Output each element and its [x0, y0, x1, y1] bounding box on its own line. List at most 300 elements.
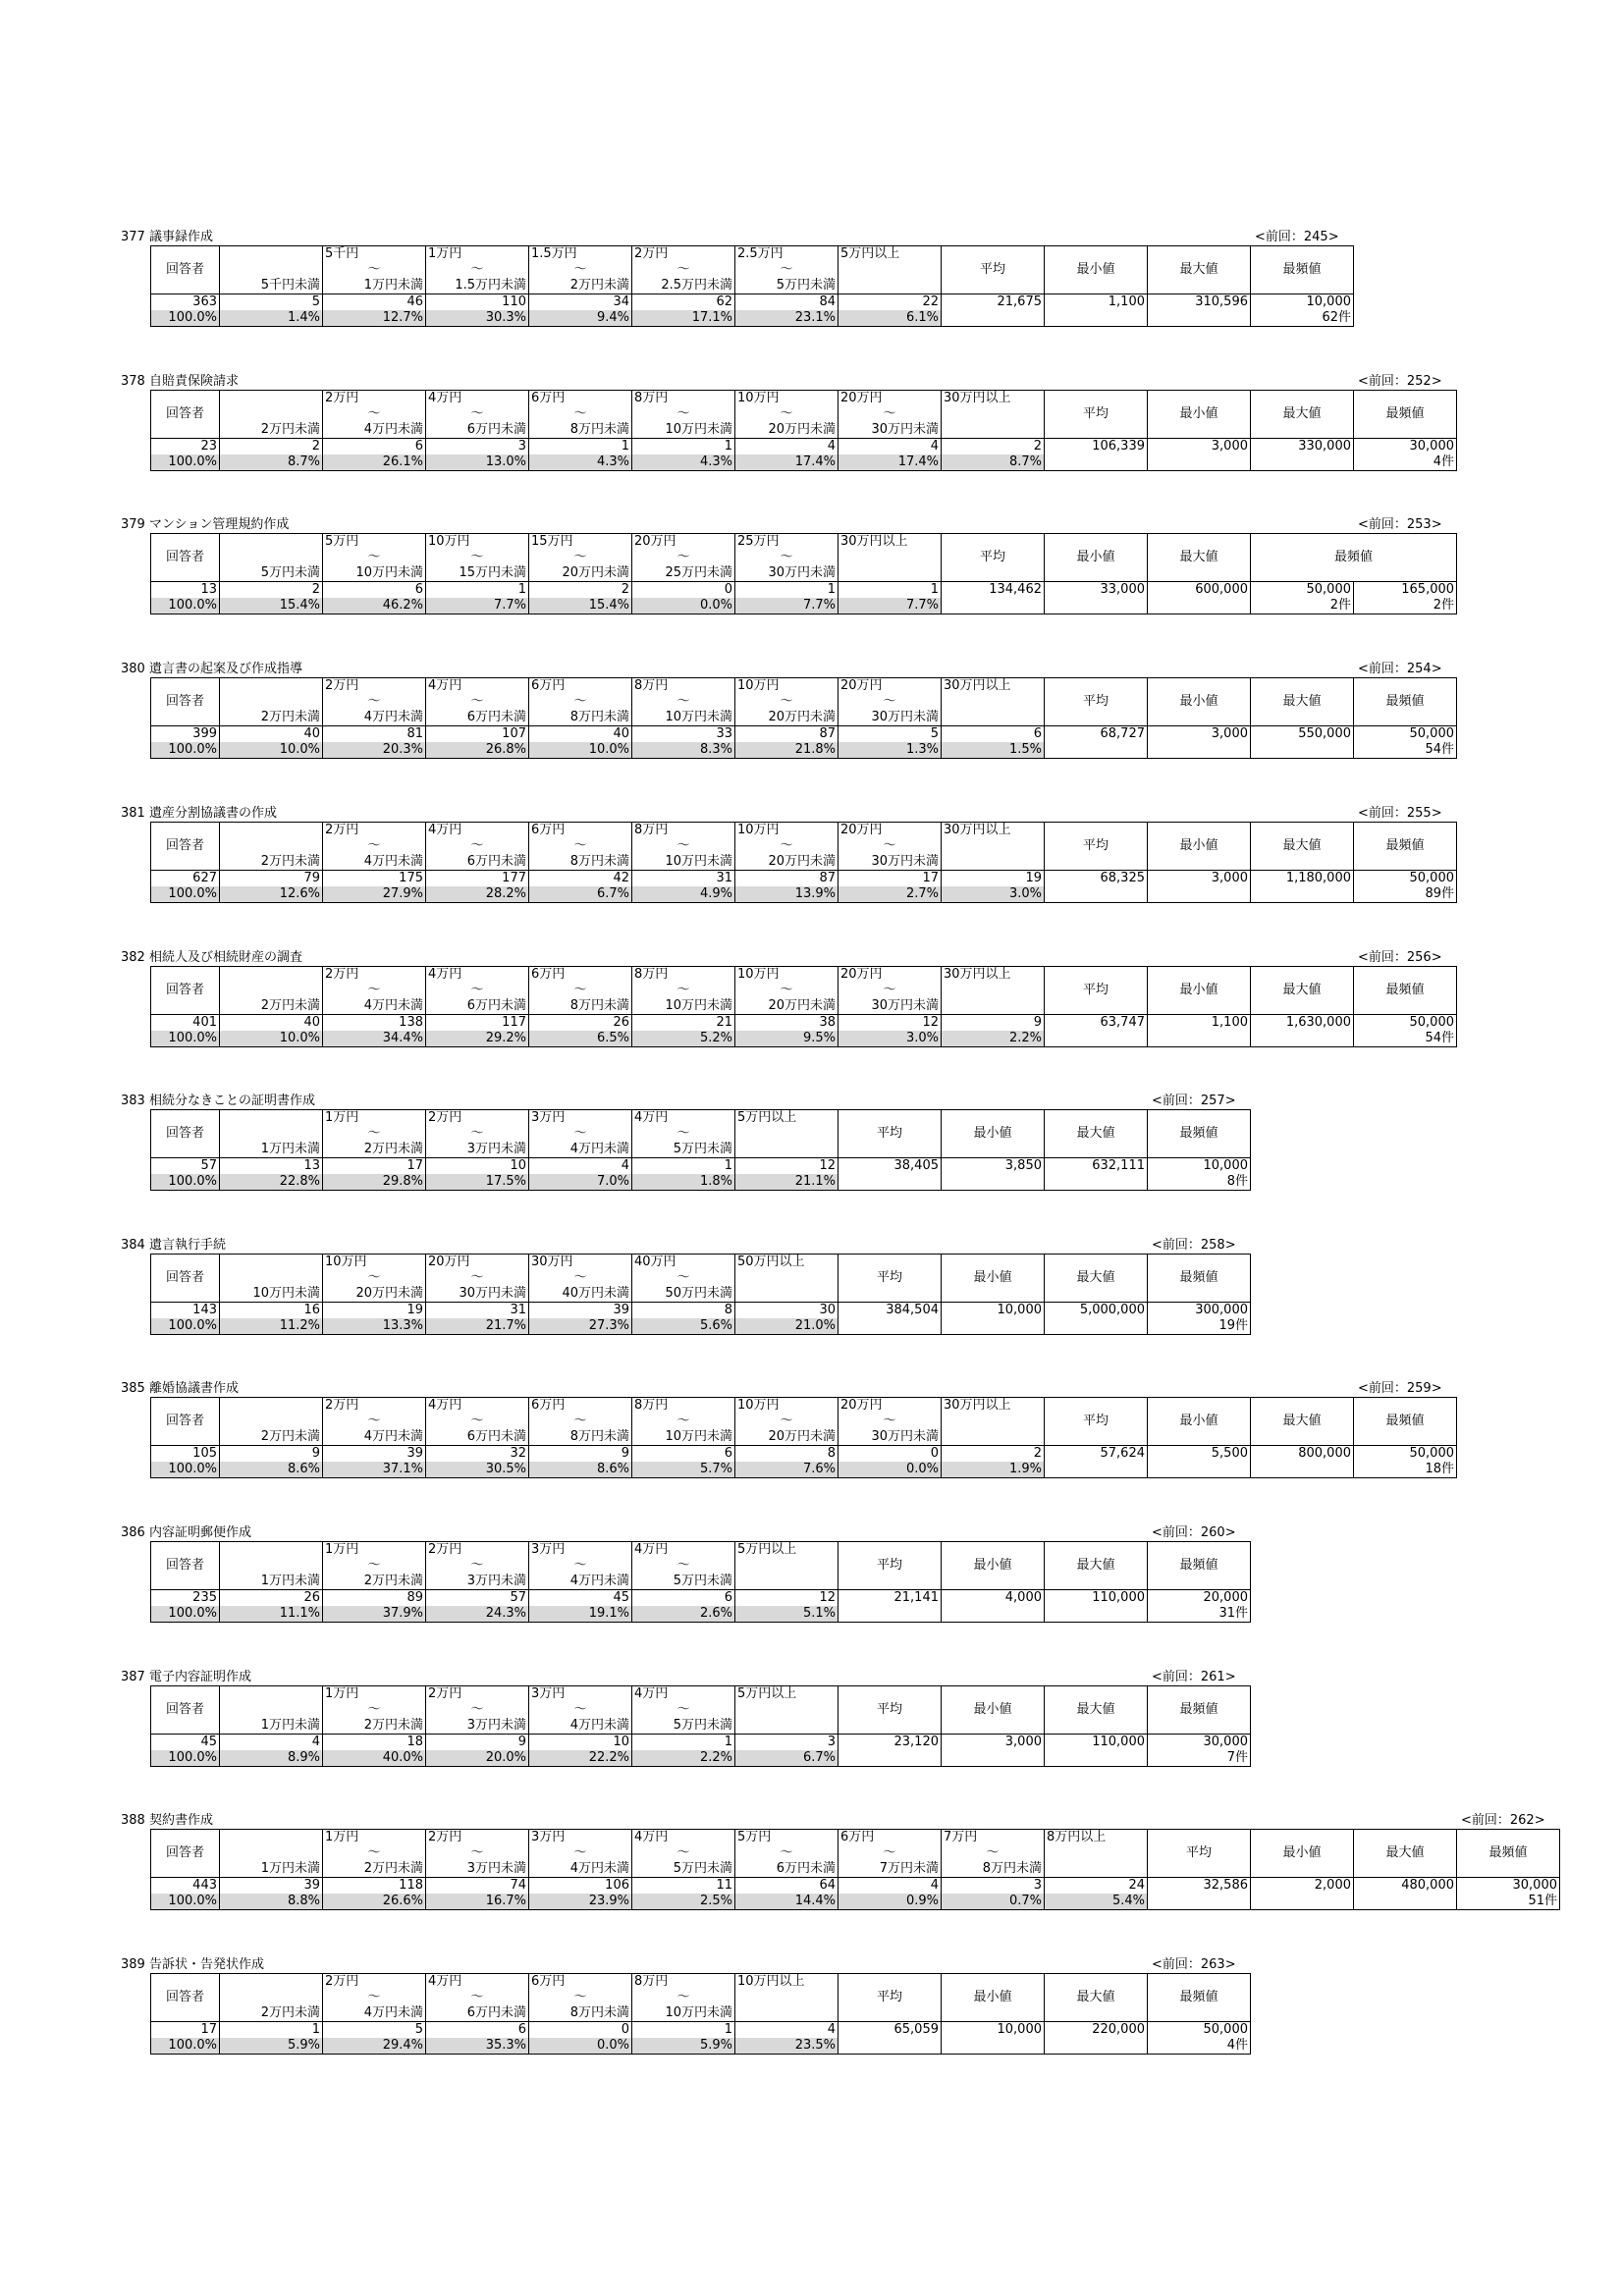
total-percent: 100.0% [151, 1174, 220, 1191]
average-header: 平均 [839, 1686, 942, 1735]
bracket-tilde: ～ [839, 694, 942, 710]
bracket-count: 6 [323, 582, 426, 599]
mode-header: 最頻値 [1148, 1255, 1251, 1303]
bracket-count: 40 [220, 726, 323, 743]
bracket-lower-label [220, 1542, 323, 1559]
bracket-percent: 6.1% [839, 310, 942, 327]
bracket-upper-label: 3万円未満 [426, 1142, 529, 1158]
bracket-count: 74 [426, 1878, 529, 1895]
max-value: 220,000 [1045, 2022, 1148, 2055]
bracket-upper-label: 1万円未満 [220, 1574, 323, 1590]
total-percent: 100.0% [151, 1462, 220, 1478]
section-header [121, 949, 1456, 966]
bracket-tilde: ～ [529, 550, 632, 565]
bracket-tilde: ～ [426, 1270, 529, 1286]
bracket-lower-label [220, 1974, 323, 1991]
bracket-upper-label: 5万円未満 [632, 1861, 735, 1878]
bracket-upper-label: 2万円未満 [220, 998, 323, 1015]
section-title: 379 マンション管理規約作成 [121, 517, 290, 532]
average-value: 38,405 [839, 1158, 942, 1191]
max-header: 最大値 [1251, 1398, 1354, 1446]
previous-ref: <前回：254> [1358, 662, 1442, 676]
total-percent: 100.0% [151, 1750, 220, 1767]
bracket-upper-label: 5千円未満 [220, 278, 323, 294]
min-header: 最小値 [942, 1110, 1045, 1158]
bracket-upper-label: 4万円未満 [323, 1429, 426, 1446]
bracket-percent: 19.1% [529, 1606, 632, 1623]
bracket-lower-label: 5万円 [735, 1830, 839, 1846]
bracket-tilde: ～ [323, 1990, 426, 2005]
bracket-count: 1 [839, 582, 942, 599]
section-header [121, 516, 1456, 533]
section-header [121, 229, 1353, 245]
mode-count: 2件 [1251, 598, 1354, 614]
bracket-lower-label: 6万円 [529, 391, 632, 407]
max-header: 最大値 [1251, 391, 1354, 439]
price-distribution-table [150, 390, 1457, 471]
previous-ref: <前回：258> [1152, 1238, 1236, 1253]
bracket-lower-label: 5万円以上 [735, 1110, 839, 1127]
bracket-tilde: ～ [426, 1990, 529, 2005]
bracket-count: 2 [529, 582, 632, 599]
section-title: 382 相続人及び相続財産の調査 [121, 950, 302, 965]
min-value: 1,100 [1045, 294, 1148, 327]
bracket-lower-label: 2万円 [323, 967, 426, 984]
bracket-lower-label: 6万円 [839, 1830, 942, 1846]
bracket-lower-label: 4万円 [426, 391, 529, 407]
mode-count: 2件 [1354, 598, 1457, 614]
min-header: 最小値 [942, 1974, 1045, 2022]
bracket-percent: 8.7% [942, 454, 1045, 471]
bracket-percent: 11.1% [220, 1606, 323, 1623]
bracket-count: 4 [220, 1735, 323, 1751]
bracket-lower-label: 50万円以上 [735, 1255, 839, 1271]
bracket-upper-label: 5万円未満 [632, 1142, 735, 1158]
bracket-percent: 29.2% [426, 1031, 529, 1047]
bracket-upper-label: 4万円未満 [323, 2005, 426, 2022]
bracket-percent: 37.9% [323, 1606, 426, 1623]
bracket-lower-label [220, 1398, 323, 1415]
bracket-upper-label: 30万円未満 [839, 1429, 942, 1446]
bracket-percent: 22.8% [220, 1174, 323, 1191]
mode-count: 31件 [1148, 1606, 1251, 1623]
bracket-upper-label: 20万円未満 [735, 998, 839, 1015]
bracket-tilde: ～ [735, 983, 839, 998]
count-row [151, 1735, 1251, 1751]
min-header: 最小値 [1045, 534, 1148, 582]
bracket-upper-label: 30万円未満 [839, 854, 942, 871]
min-header: 最小値 [1045, 246, 1148, 294]
section-9 [121, 1380, 1457, 1478]
bracket-percent: 3.0% [942, 886, 1045, 903]
mode-header: 最頻値 [1148, 1974, 1251, 2022]
bracket-percent: 11.2% [220, 1318, 323, 1335]
bracket-tilde [942, 1414, 1045, 1429]
max-value: 600,000 [1148, 582, 1251, 614]
max-header: 最大値 [1045, 1542, 1148, 1590]
bracket-tilde: ～ [529, 1126, 632, 1142]
bracket-tilde: ～ [529, 1558, 632, 1574]
bracket-lower-label: 40万円 [632, 1255, 735, 1271]
bracket-lower-label: 1万円 [323, 1830, 426, 1846]
bracket-percent: 26.1% [323, 454, 426, 471]
average-value: 134,462 [942, 582, 1045, 614]
bracket-lower-label: 20万円 [839, 967, 942, 984]
bracket-tilde [220, 550, 323, 565]
bracket-lower-label: 2万円 [426, 1110, 529, 1127]
section-4 [121, 661, 1457, 759]
bracket-percent: 13.0% [426, 454, 529, 471]
mode-header: 最頻値 [1354, 678, 1457, 726]
bracket-count: 5 [323, 2022, 426, 2039]
bracket-tilde: ～ [426, 694, 529, 710]
mode-value: 30,000 [1457, 1878, 1560, 1895]
bracket-lower-label: 1万円 [323, 1686, 426, 1703]
mode-header: 最頻値 [1148, 1686, 1251, 1735]
bracket-percent: 2.2% [632, 1750, 735, 1767]
price-distribution-table [150, 966, 1457, 1047]
bracket-percent: 17.1% [632, 310, 735, 327]
count-row [151, 582, 1457, 599]
bracket-count: 87 [735, 871, 839, 887]
bracket-percent: 26.8% [426, 742, 529, 759]
bracket-tilde: ～ [632, 1558, 735, 1574]
bracket-count: 6 [632, 1590, 735, 1607]
max-value: 632,111 [1045, 1158, 1148, 1191]
section-title: 385 離婚協議書作成 [121, 1381, 239, 1396]
bracket-count: 0 [529, 2022, 632, 2039]
bracket-count: 1 [529, 439, 632, 455]
bracket-upper-label: 10万円未満 [220, 1286, 323, 1303]
min-value: 3,000 [1148, 439, 1251, 471]
respondents-header: 回答者 [151, 1110, 220, 1158]
bracket-tilde: ～ [632, 1702, 735, 1718]
bracket-lower-label: 20万円 [632, 534, 735, 551]
bracket-upper-label: 40万円未満 [529, 1286, 632, 1303]
section-title: 384 遺言執行手続 [121, 1238, 226, 1253]
section-2 [121, 373, 1457, 471]
section-header [121, 1237, 1250, 1254]
bracket-count: 30 [735, 1303, 839, 1319]
previous-ref: <前回：256> [1358, 950, 1442, 965]
bracket-count: 6 [942, 726, 1045, 743]
bracket-upper-label: 10万円未満 [632, 422, 735, 439]
bracket-count: 4 [839, 1878, 942, 1895]
bracket-upper-label [839, 565, 942, 582]
price-distribution-table [150, 1829, 1560, 1910]
section-8 [121, 1237, 1251, 1335]
count-row [151, 294, 1354, 311]
bracket-percent: 15.4% [529, 598, 632, 614]
bracket-lower-label: 5万円 [323, 534, 426, 551]
section-5 [121, 805, 1457, 903]
bracket-percent: 10.0% [529, 742, 632, 759]
bracket-tilde: ～ [426, 838, 529, 854]
bracket-upper-label: 50万円未満 [632, 1286, 735, 1303]
bracket-lower-label: 4万円 [426, 678, 529, 695]
bracket-tilde: ～ [426, 1126, 529, 1142]
total-percent: 100.0% [151, 1318, 220, 1335]
bracket-count: 32 [426, 1446, 529, 1463]
bracket-percent: 2.6% [632, 1606, 735, 1623]
section-title: 377 議事録作成 [121, 230, 213, 244]
previous-ref: <前回：261> [1152, 1670, 1236, 1684]
bracket-upper-label: 3万円未満 [426, 1718, 529, 1735]
respondents-header: 回答者 [151, 391, 220, 439]
bracket-count: 40 [220, 1015, 323, 1032]
bracket-tilde: ～ [323, 1270, 426, 1286]
bracket-count: 5 [220, 294, 323, 311]
bracket-lower-label: 4万円 [426, 967, 529, 984]
bracket-lower-label: 6万円 [529, 967, 632, 984]
previous-ref: <前回：263> [1152, 1957, 1236, 1972]
bracket-upper-label: 10万円未満 [323, 565, 426, 582]
bracket-count: 2 [220, 582, 323, 599]
bracket-lower-label: 2万円 [323, 678, 426, 695]
bracket-upper-label: 8万円未満 [529, 854, 632, 871]
bracket-tilde [735, 1126, 839, 1142]
section-header [121, 1669, 1250, 1685]
min-header: 最小値 [1148, 678, 1251, 726]
bracket-percent: 30.5% [426, 1462, 529, 1478]
bracket-lower-label: 6万円 [529, 1398, 632, 1415]
mode-count: 19件 [1148, 1318, 1251, 1335]
bracket-lower-label: 6万円 [529, 678, 632, 695]
bracket-upper-label: 2万円未満 [323, 1574, 426, 1590]
bracket-percent: 40.0% [323, 1750, 426, 1767]
respondents-header: 回答者 [151, 246, 220, 294]
count-row [151, 726, 1457, 743]
bracket-tilde: ～ [323, 1414, 426, 1429]
mode-count: 89件 [1354, 886, 1457, 903]
section-header [121, 1956, 1250, 1973]
bracket-lower-label: 15万円 [529, 534, 632, 551]
bracket-tilde [942, 838, 1045, 854]
bracket-count: 3 [426, 439, 529, 455]
bracket-lower-label: 6万円 [529, 823, 632, 839]
count-row [151, 1590, 1251, 1607]
mode-value: 20,000 [1148, 1590, 1251, 1607]
section-header [121, 661, 1456, 677]
bracket-percent: 13.3% [323, 1318, 426, 1335]
bracket-tilde [220, 1702, 323, 1718]
bracket-lower-label [220, 1686, 323, 1703]
bracket-percent: 21.0% [735, 1318, 839, 1335]
bracket-count: 17 [839, 871, 942, 887]
max-value: 5,000,000 [1045, 1303, 1148, 1335]
bracket-tilde: ～ [323, 550, 426, 565]
bracket-lower-label: 5万円以上 [735, 1542, 839, 1559]
count-row [151, 2022, 1251, 2039]
bracket-lower-label: 4万円 [426, 1974, 529, 1991]
bracket-lower-label: 10万円 [735, 391, 839, 407]
bracket-count: 1 [220, 2022, 323, 2039]
section-header [121, 805, 1456, 822]
bracket-tilde: ～ [735, 262, 839, 278]
bracket-percent: 14.4% [735, 1894, 839, 1910]
average-header: 平均 [1045, 967, 1148, 1015]
bracket-percent: 35.3% [426, 2038, 529, 2055]
bracket-tilde: ～ [735, 1845, 839, 1861]
bracket-upper-label: 4万円未満 [323, 998, 426, 1015]
mode-count: 7件 [1148, 1750, 1251, 1767]
total-count: 235 [151, 1590, 220, 1607]
bracket-tilde: ～ [529, 838, 632, 854]
bracket-tilde: ～ [529, 694, 632, 710]
mode-count: 62件 [1251, 310, 1354, 327]
bracket-lower-label: 8万円 [632, 391, 735, 407]
bracket-count: 21 [632, 1015, 735, 1032]
count-row [151, 1158, 1251, 1175]
max-header: 最大値 [1148, 246, 1251, 294]
average-header: 平均 [1045, 678, 1148, 726]
bracket-count: 9 [426, 1735, 529, 1751]
bracket-upper-label: 10万円未満 [632, 854, 735, 871]
bracket-percent: 4.3% [632, 454, 735, 471]
bracket-lower-label: 1.5万円 [529, 246, 632, 263]
bracket-tilde [220, 1990, 323, 2005]
bracket-count: 5 [839, 726, 942, 743]
bracket-percent: 17.4% [735, 454, 839, 471]
bracket-tilde: ～ [839, 1414, 942, 1429]
bracket-lower-label [220, 678, 323, 695]
respondents-header: 回答者 [151, 1974, 220, 2022]
bracket-percent: 29.4% [323, 2038, 426, 2055]
bracket-tilde: ～ [632, 694, 735, 710]
mode-header: 最頻値 [1354, 1398, 1457, 1446]
bracket-percent: 1.4% [220, 310, 323, 327]
average-header: 平均 [1148, 1830, 1251, 1878]
header-row-lower-bound [151, 678, 1457, 695]
average-header: 平均 [839, 1974, 942, 2022]
bracket-tilde [220, 262, 323, 278]
bracket-tilde: ～ [323, 406, 426, 422]
header-row-lower-bound [151, 823, 1457, 839]
bracket-lower-label: 2万円 [323, 1974, 426, 1991]
bracket-percent: 5.7% [632, 1462, 735, 1478]
bracket-tilde: ～ [529, 1845, 632, 1861]
bracket-percent: 8.8% [220, 1894, 323, 1910]
previous-ref: <前回：252> [1358, 374, 1442, 389]
header-row-lower-bound [151, 1830, 1560, 1846]
bracket-lower-label: 20万円 [839, 823, 942, 839]
bracket-upper-label: 1万円未満 [220, 1718, 323, 1735]
bracket-upper-label [735, 1286, 839, 1303]
bracket-upper-label: 10万円未満 [632, 2005, 735, 2022]
respondents-header: 回答者 [151, 1830, 220, 1878]
bracket-count: 64 [735, 1878, 839, 1895]
respondents-header: 回答者 [151, 1255, 220, 1303]
mode-header: 最頻値 [1251, 534, 1457, 582]
total-percent: 100.0% [151, 886, 220, 903]
bracket-upper-label: 8万円未満 [529, 710, 632, 726]
bracket-tilde: ～ [323, 1126, 426, 1142]
section-3 [121, 516, 1457, 614]
bracket-upper-label [839, 278, 942, 294]
average-value: 23,120 [839, 1735, 942, 1767]
mode-header: 最頻値 [1148, 1110, 1251, 1158]
bracket-lower-label: 4万円 [426, 823, 529, 839]
bracket-percent: 9.5% [735, 1031, 839, 1047]
bracket-lower-label: 4万円 [632, 1542, 735, 1559]
bracket-lower-label: 3万円 [529, 1542, 632, 1559]
bracket-percent: 3.0% [839, 1031, 942, 1047]
header-row-lower-bound [151, 246, 1354, 263]
mode-value: 30,000 [1148, 1735, 1251, 1751]
min-value: 1,100 [1148, 1015, 1251, 1047]
bracket-count: 79 [220, 871, 323, 887]
total-percent: 100.0% [151, 1606, 220, 1623]
bracket-tilde: ～ [426, 983, 529, 998]
bracket-lower-label: 5万円以上 [839, 246, 942, 263]
previous-ref: <前回：245> [1255, 230, 1339, 244]
section-7 [121, 1093, 1251, 1191]
bracket-percent: 21.8% [735, 742, 839, 759]
average-value: 63,747 [1045, 1015, 1148, 1047]
bracket-upper-label: 2万円未満 [220, 1429, 323, 1446]
total-percent: 100.0% [151, 454, 220, 471]
bracket-lower-label: 10万円 [735, 1398, 839, 1415]
price-distribution-table [150, 677, 1457, 759]
bracket-lower-label: 2.5万円 [735, 246, 839, 263]
bracket-percent: 10.0% [220, 1031, 323, 1047]
bracket-count: 45 [529, 1590, 632, 1607]
bracket-percent: 20.3% [323, 742, 426, 759]
bracket-tilde [942, 406, 1045, 422]
bracket-upper-label [942, 998, 1045, 1015]
bracket-lower-label: 25万円 [735, 534, 839, 551]
bracket-lower-label: 7万円 [942, 1830, 1045, 1846]
bracket-percent: 6.7% [529, 886, 632, 903]
bracket-percent: 13.9% [735, 886, 839, 903]
bracket-tilde [735, 1702, 839, 1718]
bracket-count: 4 [529, 1158, 632, 1175]
average-header: 平均 [839, 1110, 942, 1158]
bracket-lower-label: 8万円 [632, 678, 735, 695]
bracket-upper-label: 10万円未満 [632, 998, 735, 1015]
bracket-upper-label: 2万円未満 [220, 710, 323, 726]
bracket-percent: 27.3% [529, 1318, 632, 1335]
previous-ref: <前回：257> [1152, 1094, 1236, 1108]
bracket-tilde: ～ [632, 1126, 735, 1142]
previous-ref: <前回：259> [1358, 1381, 1442, 1396]
bracket-count: 11 [632, 1878, 735, 1895]
bracket-tilde: ～ [632, 1990, 735, 2005]
bracket-lower-label: 2万円 [426, 1686, 529, 1703]
total-percent: 100.0% [151, 310, 220, 327]
percent-row [151, 598, 1457, 614]
bracket-lower-label: 2万円 [323, 1398, 426, 1415]
bracket-tilde [220, 838, 323, 854]
bracket-percent: 37.1% [323, 1462, 426, 1478]
bracket-upper-label: 30万円未満 [735, 565, 839, 582]
bracket-tilde: ～ [323, 262, 426, 278]
bracket-tilde: ～ [323, 1558, 426, 1574]
bracket-upper-label [735, 2005, 839, 2022]
bracket-percent: 2.5% [632, 1894, 735, 1910]
min-value: 3,000 [942, 1735, 1045, 1767]
bracket-percent: 1.3% [839, 742, 942, 759]
price-distribution-table [150, 822, 1457, 903]
bracket-lower-label: 30万円以上 [942, 967, 1045, 984]
bracket-lower-label: 4万円 [426, 1398, 529, 1415]
bracket-count: 138 [323, 1015, 426, 1032]
bracket-tilde: ～ [529, 1414, 632, 1429]
max-header: 最大値 [1045, 1110, 1148, 1158]
bracket-upper-label: 2万円未満 [323, 1718, 426, 1735]
bracket-lower-label: 8万円 [632, 1398, 735, 1415]
bracket-percent: 10.0% [220, 742, 323, 759]
